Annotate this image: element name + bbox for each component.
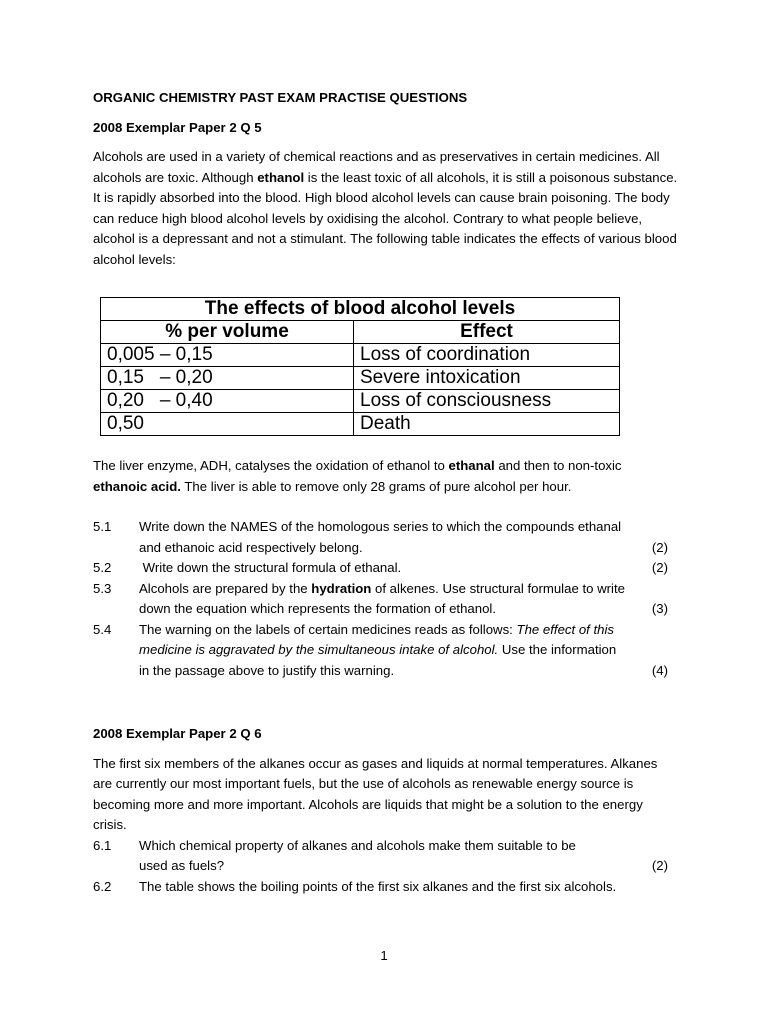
liver-paragraph [93,456,678,497]
column-header-percent: % per volume [101,321,354,344]
document-page [93,88,678,894]
table-row [101,390,620,413]
column-header-effect: Effect [354,321,620,344]
effect-cell: Death [354,413,620,436]
liver-text-2: and then to non-toxic [494,458,622,473]
question-text: The table shows the boiling points of the first six alkanes and the first six alcohols. [139,878,617,894]
question-marks: (2) [651,539,668,555]
question-marks: (2) [651,858,668,873]
question-number: 5.2 [93,560,112,575]
table-title-row [101,298,620,321]
liver-bold-ethanal: ethanal [448,458,495,473]
question-number: 5.1 [93,519,112,534]
question-italic-warning: The effect of this medicine is aggravated by the simultaneous intake of alcohol. [139,621,615,657]
question-6-1 [93,836,678,877]
intro-text-2: is the least toxic of all alcohols, it is still a poisonous substance. It is rapidly absorbed into the blood. High blood alcohol levels can cause brain poisoning. The body can reduce high blood alcohol levels by oxidising the alcohol. Contrary to what people believe, alcohol is a depressant and not a stimulant. The following table indicates the effects of various blood alcohol levels: [93,169,678,267]
question-5-3 [93,579,678,620]
table-row [101,413,620,436]
effect-cell: Loss of consciousness [354,390,620,413]
table-header-row [101,321,620,344]
question-text: Which chemical property of alkanes and alcohols make them suitable to be used as fuels? [139,837,576,873]
question-6-2 [93,877,678,898]
question-number: 5.3 [93,580,112,596]
effect-cell: Severe intoxication [354,367,620,390]
liver-text-3: The liver is able to remove only 28 grams of pure alcohol per hour. [180,478,572,494]
liver-bold-ethanoic: ethanoic acid. [93,478,181,494]
effect-cell: Loss of coordination [354,344,620,367]
question-number: 6.1 [93,837,112,853]
section-heading-q5: 2008 Exemplar Paper 2 Q 5 [93,119,262,135]
level-cell: 0,15 – 0,20 [101,367,354,390]
page-number: 1 [380,948,388,963]
liver-text-1: The liver enzyme, ADH, catalyses the oxidation of ethanol to [93,458,449,473]
level-cell: 0,005 – 0,15 [101,344,354,367]
question-5-1 [93,517,678,558]
question-bold-hydration: hydration [311,580,372,596]
level-cell: 0,50 [101,413,354,436]
intro-bold-ethanol: ethanol [257,169,305,185]
effects-table-wrapper [100,297,620,436]
question-text-2: of alkenes. Use structural formulae to write down the equation which represents the formation of ethanol. [139,580,625,616]
question-5-4 [93,620,678,682]
question-marks: (3) [651,601,668,616]
post-table-content [93,456,678,897]
question-text-1: The warning on the labels of certain medicines reads as follows: [139,621,517,637]
question-5-2 [93,558,678,579]
question-text: Write down the structural formula of ethanal. [139,560,402,575]
question-number: 6.2 [93,878,112,894]
question-marks: (4) [651,662,668,678]
section-heading-q6: 2008 Exemplar Paper 2 Q 6 [93,726,262,741]
question-text-1: Alcohols are prepared by the [139,580,312,596]
question-list-q5 [93,517,678,681]
table-row [101,367,620,390]
question-text-2: Use the information in the passage above to justify this warning. [139,642,617,678]
question-number: 5.4 [93,621,112,637]
question-list-q6 [93,836,678,898]
intro-paragraph [93,147,678,270]
effects-table [100,297,620,436]
question-marks: (2) [651,560,668,575]
alkanes-paragraph: The first six members of the alkanes occur as gases and liquids at normal temperatures. Alkanes are currently our most important fuels, but the use of alcohols as renewable energy source is becoming more and more important. Alcohols are liquids that might be a solution to the energy crisis. [93,755,658,832]
question-text: Write down the NAMES of the homologous series to which the compounds ethanal and ethanoic acid respectively belong. [139,519,622,555]
page-title: ORGANIC CHEMISTRY PAST EXAM PRACTISE QUESTIONS [93,90,468,105]
table-row [101,344,620,367]
level-cell: 0,20 – 0,40 [101,390,354,413]
table-title: The effects of blood alcohol levels [101,298,620,321]
intro-text-1: Alcohols are used in a variety of chemical reactions and as preservatives in certain medicines. All alcohols are toxic. Although [93,149,660,185]
